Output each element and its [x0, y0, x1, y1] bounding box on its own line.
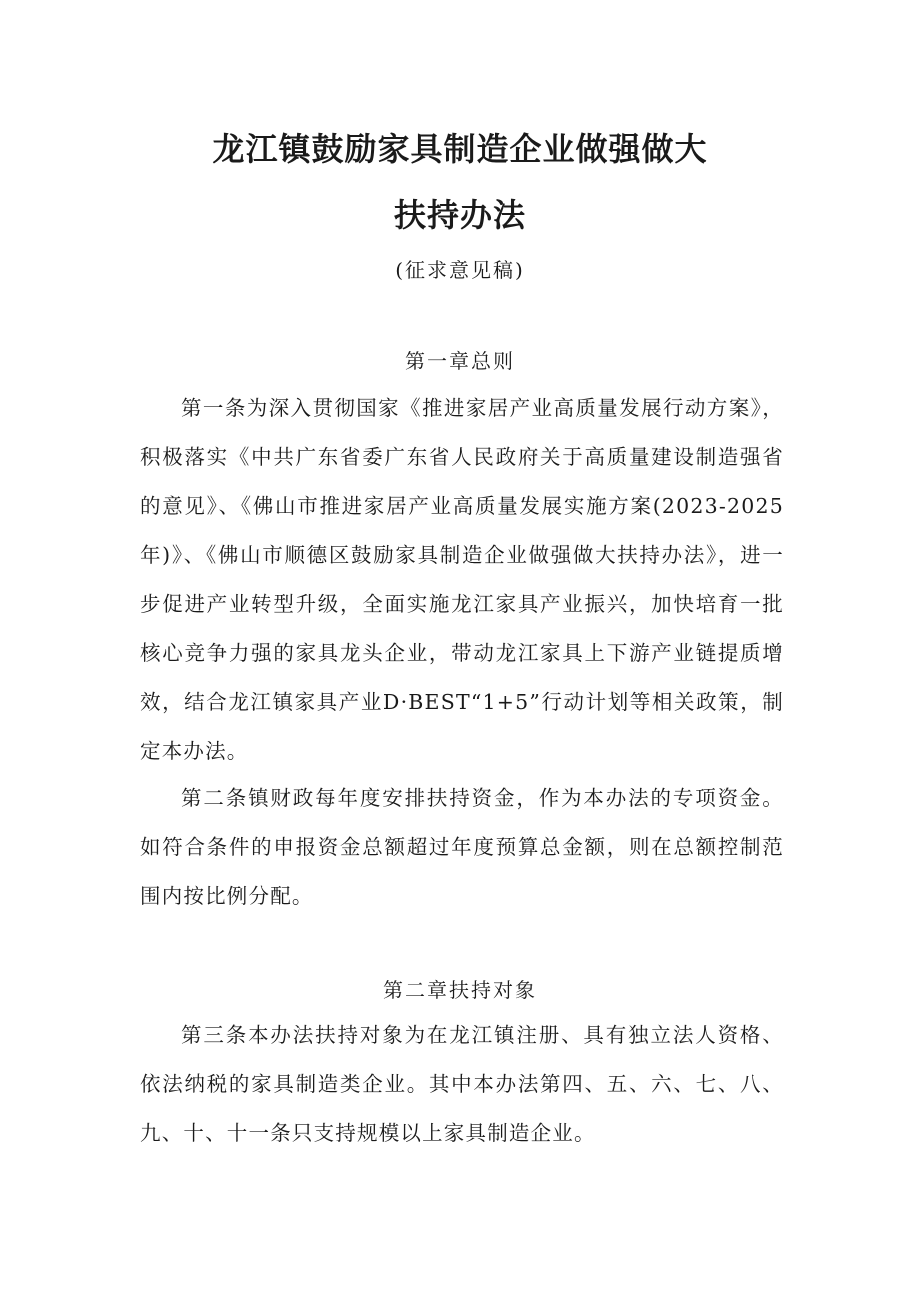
article-3-paragraph: 第三条本办法扶持对象为在龙江镇注册、具有独立法人资格、依法纳税的家具制造类企业。其中本办法第四、五、六、七、八、九、十、十一条只支持规模以上家具制造企业。 — [140, 1023, 784, 1145]
article-1-paragraph: 第一条为深入贯彻国家《推进家居产业高质量发展行动方案》，积极落实《中共广东省委广东省人民政府关于高质量建设制造强省的意见》、《佛山市推进家居产业高质量发展实施方案(2023-2025年)》、《佛山市顺德区鼓励家具制造企业做强做大扶持办法》，进一步促进产业转型升级，全面实施龙江家具产业振兴，加快培育一批核心竞争力强的家具龙头企业，带动龙江家具上下游产业链提质增效，结合龙江镇家具产业D·BEST“1+5”行动计划等相关政策，制定本办法。 — [140, 396, 784, 763]
document-title-line-1: 龙江镇鼓励家具制造企业做强做大 — [212, 130, 708, 168]
chapter-1-heading: 第一章总则 — [405, 349, 515, 373]
document-subtitle: (征求意见稿) — [395, 258, 525, 282]
article-2-paragraph: 第二条镇财政每年度安排扶持资金，作为本办法的专项资金。如符合条件的申报资金总额超过年度预算总金额，则在总额控制范围内按比例分配。 — [140, 786, 784, 908]
chapter-2-heading: 第二章扶持对象 — [383, 978, 537, 1002]
document-title-line-2: 扶持办法 — [393, 196, 526, 234]
